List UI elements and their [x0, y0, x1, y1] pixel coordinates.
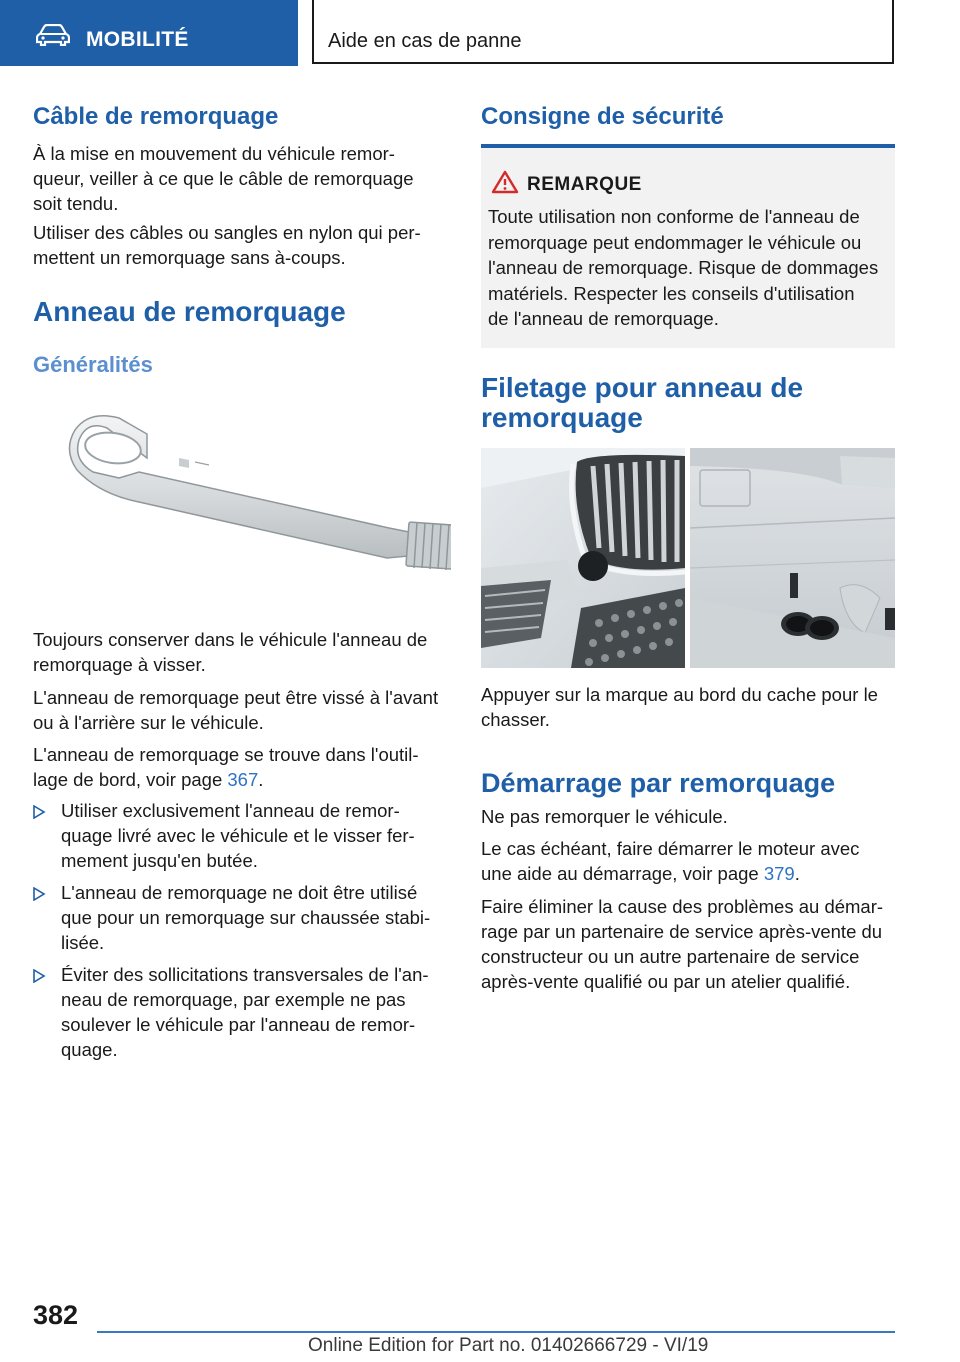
page-number: 382 — [33, 1300, 79, 1330]
paragraph: Faire éliminer la cause des problèmes au démar- rage par un partenaire de service après-vente du constructeur ou un autre partenaire de service après-vente qualifié ou par un atelier qualifié. — [481, 896, 884, 992]
warning-note — [481, 144, 895, 348]
triangle-bullet-icon — [32, 887, 46, 901]
triangle-bullet-icon — [32, 969, 46, 983]
front-bumper-image — [481, 448, 685, 668]
heading-thread: Filetage pour anneau de remorquage — [481, 372, 804, 433]
page-link-379[interactable]: 379 — [763, 863, 795, 884]
note-title: REMARQUE — [527, 174, 642, 195]
footer-divider — [97, 1331, 895, 1333]
paragraph: Ne pas remorquer le véhicule. — [481, 806, 728, 827]
paragraph: À la mise en mouvement du véhicule remor- queur, veiller à ce que le câble de remorquage soit tendu. — [33, 143, 414, 214]
paragraph: Appuyer sur la marque au bord du cache pour le chasser. — [481, 684, 878, 730]
heading-tow-cable: Câble de remorquage — [33, 103, 279, 130]
section-tab[interactable] — [0, 0, 298, 66]
warning-triangle-icon — [491, 170, 519, 194]
tow-ring-illustration — [59, 410, 451, 610]
chapter-header — [312, 0, 894, 64]
paragraph: Le cas échéant, faire démarrer le moteur avec une aide au démarrage, voir page 379. — [481, 838, 860, 884]
rear-bumper-image — [690, 448, 895, 668]
subheading-general: Généralités — [33, 352, 153, 377]
chapter-title: Aide en cas de panne — [328, 30, 522, 52]
paragraph: L'anneau de remorquage se trouve dans l'outil- lage de bord, voir page 367. — [33, 744, 419, 790]
heading-tow-ring: Anneau de remorquage — [33, 296, 346, 327]
triangle-bullet-icon — [32, 805, 46, 819]
footer-edition: Online Edition for Part no. 01402666729 - VI/19 — [308, 1335, 709, 1356]
heading-safety: Consigne de sécurité — [481, 103, 724, 130]
note-body: Toute utilisation non conforme de l'anneau de remorquage peut endommager le véhicule ou l'anneau de remorquage. Risque de dommages matériels. Respecter les conseils d'utilisation de l'anneau de remorquage. — [488, 206, 879, 329]
car-icon — [36, 24, 70, 46]
paragraph: Toujours conserver dans le véhicule l'anneau de remorquage à visser. — [33, 629, 428, 675]
heading-tow-start: Démarrage par remorquage — [481, 768, 836, 798]
paragraph: Utiliser des câbles ou sangles en nylon qui per- mettent un remorquage sans à-coups. — [33, 222, 421, 268]
section-tab-label: MOBILITÉ — [86, 28, 189, 51]
page-link-367[interactable]: 367 — [227, 769, 259, 790]
paragraph: L'anneau de remorquage peut être vissé à l'avant ou à l'arrière sur le véhicule. — [33, 687, 439, 733]
